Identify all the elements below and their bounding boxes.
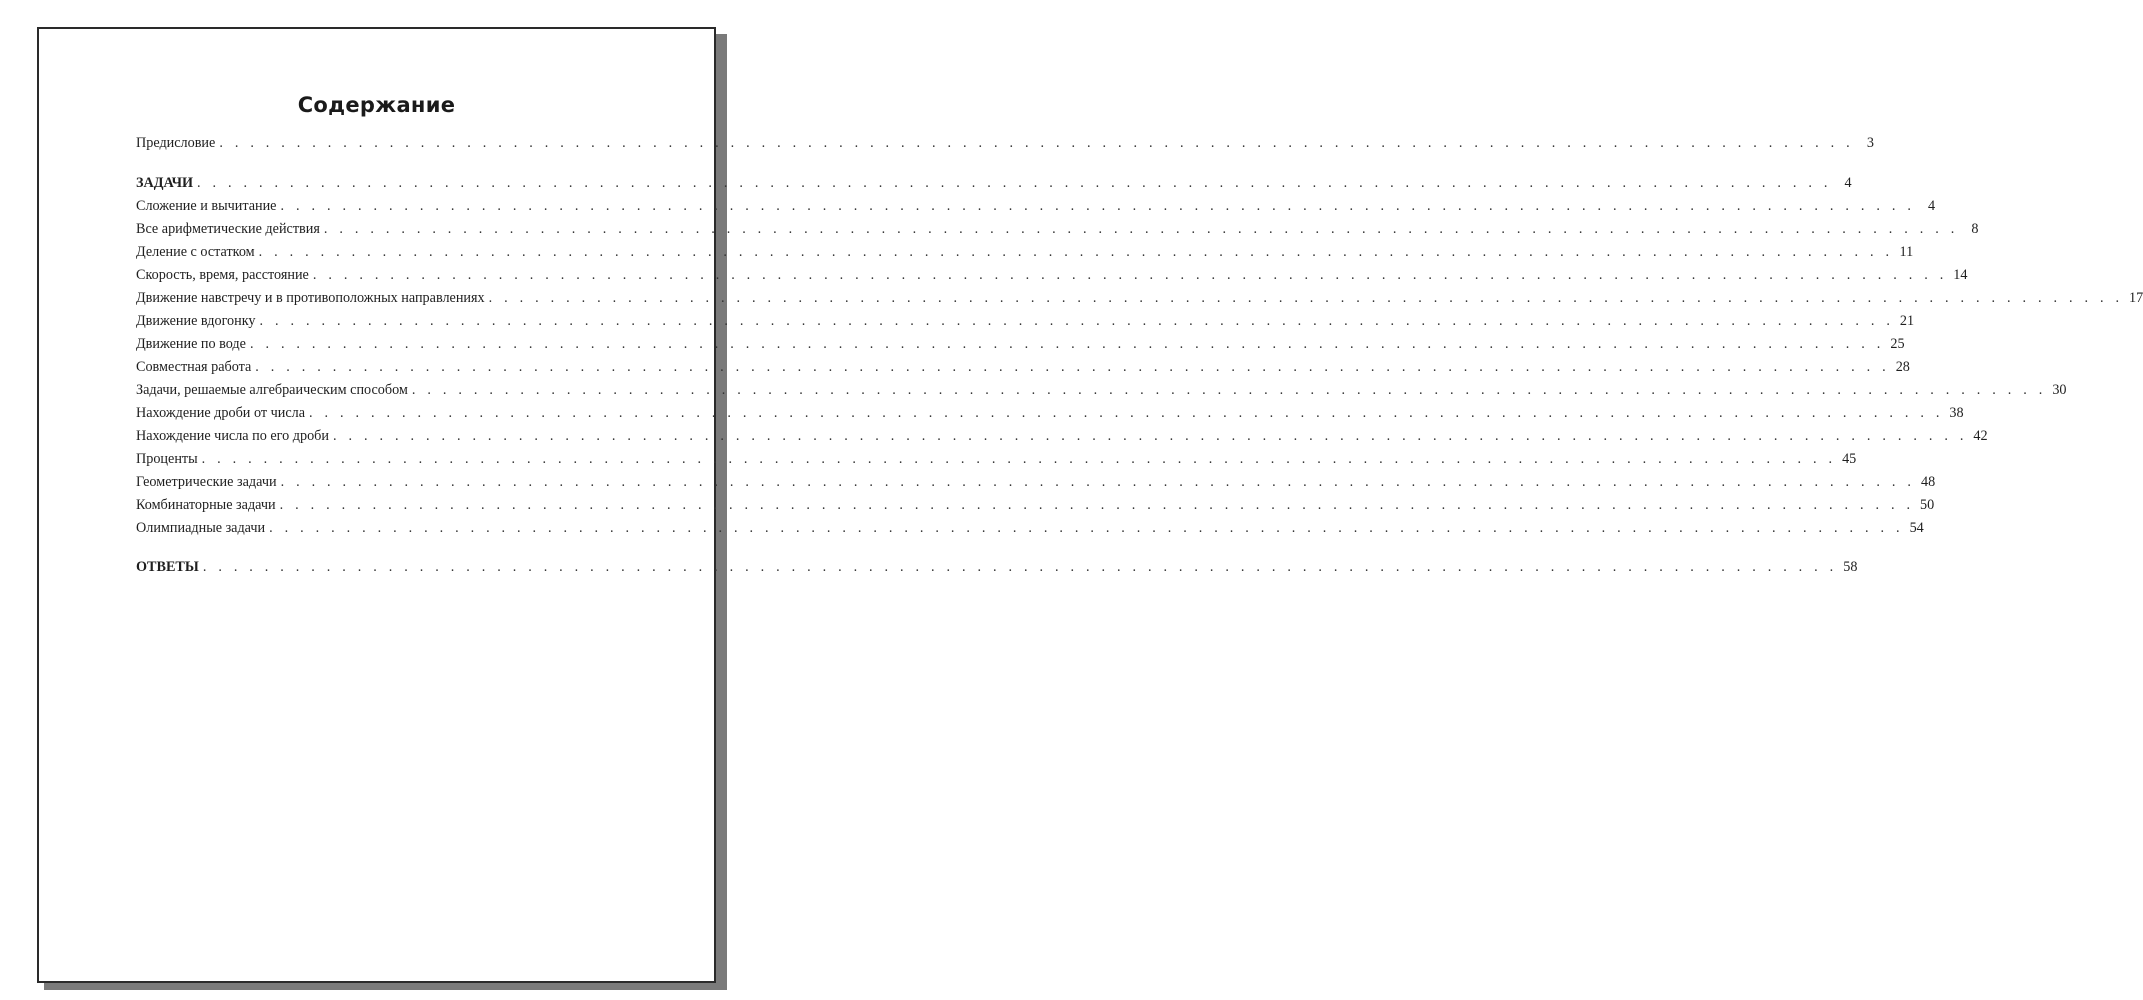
toc-entry xyxy=(136,382,2067,402)
toc-entry xyxy=(136,221,1979,241)
toc-entry xyxy=(136,497,1935,517)
toc-leader-dots: . . . . . . . . . . . . . . . . . . . . . . . . . . . . . . . . . . . . . . . . . . . . . . . . . . . . . . . . . . . . . . . . . . . . . . . . . . . . . . . . . . . . . . . . . . . . . . . . . . . . . . . . . . xyxy=(258,244,1894,260)
toc-entry xyxy=(136,336,1905,356)
toc-entry-label: Геометрические задачи xyxy=(136,474,277,490)
toc-entry-label: Задачи, решаемые алгебраическим способом xyxy=(136,382,408,398)
toc-leader-dots: . . . . . . . . . . . . . . . . . . . . . . . . . . . . . . . . . . . . . . . . . . . . . . . . . . . . . . . . . . . . . . . . . . . . . . . . . . . . . . . . . . . . . . . . . . . . . . . . . . . . . . . . . . xyxy=(202,559,1838,575)
toc-page-number: 17 xyxy=(2129,290,2143,306)
toc-leader-dots: . . . . . . . . . . . . . . . . . . . . . . . . . . . . . . . . . . . . . . . . . . . . . . . . . . . . . . . . . . . . . . . . . . . . . . . . . . . . . . . . . . . . . . . . . . . . . . . . . . . . . . . . . . xyxy=(259,313,1895,329)
toc-entry-label: Движение навстречу и в противоположных направлениях xyxy=(136,290,485,306)
toc-page-number: 4 xyxy=(1844,175,1852,191)
toc-entry-preface xyxy=(136,135,1874,155)
page-title: Содержание xyxy=(297,93,456,117)
toc-entry-label: Сложение и вычитание xyxy=(136,198,277,214)
toc-leader-dots: . . . . . . . . . . . . . . . . . . . . . . . . . . . . . . . . . . . . . . . . . . . . . . . . . . . . . . . . . . . . . . . . . . . . . . . . . . . . . . . . . . . . . . . . . . . . . . . . . . . . . . . . . . xyxy=(323,221,1959,237)
toc-entry-label: Нахождение дроби от числа xyxy=(136,405,306,421)
toc-entry-label: ЗАДАЧИ xyxy=(136,175,194,191)
toc-entry xyxy=(136,290,2143,310)
toc-leader-dots: . . . . . . . . . . . . . . . . . . . . . . . . . . . . . . . . . . . . . . . . . . . . . . . . . . . . . . . . . . . . . . . . . . . . . . . . . . . . . . . . . . . . . . . . . . . . . . . . . . . . . . . . . . xyxy=(269,520,1904,536)
toc-entry xyxy=(136,451,1857,471)
toc-entry-label: Все арифметические действия xyxy=(136,221,320,237)
toc-leader-dots: . . . . . . . . . . . . . . . . . . . . . . . . . . . . . . . . . . . . . . . . . . . . . . . . . . . . . . . . . . . . . . . . . . . . . . . . . . . . . . . . . . . . . . . . . . . . . . . . . . . . . . . . . . xyxy=(255,359,1890,375)
toc-entry xyxy=(136,198,1936,218)
toc-leader-dots: . . . . . . . . . . . . . . . . . . . . . . . . . . . . . . . . . . . . . . . . . . . . . . . . . . . . . . . . . . . . . . . . . . . . . . . . . . . . . . . . . . . . . . . . . . . . . . . . . . . . . . . . . . xyxy=(312,267,1948,283)
toc-entry-label: Проценты xyxy=(136,451,198,467)
toc-page-number: 48 xyxy=(1920,474,1936,490)
toc-entry xyxy=(136,405,1964,425)
document-page xyxy=(37,27,2143,983)
toc-entry-label: ОТВЕТЫ xyxy=(136,559,199,575)
toc-leader-dots: . . . . . . . . . . . . . . . . . . . . . . . . . . . . . . . . . . . . . . . . . . . . . . . . . . . . . . . . . . . . . . . . . . . . . . . . . . . . . . . . . . . . . . . . . . . . . . . . . . . . . . . . . . xyxy=(279,497,1915,513)
toc-page-number: 30 xyxy=(2052,382,2067,398)
toc-entry-label: Олимпиадные задачи xyxy=(136,520,266,536)
toc-entry xyxy=(136,359,1910,379)
toc-leader-dots: . . . . . . . . . . . . . . . . . . . . . . . . . . . . . . . . . . . . . . . . . . . . . . . . . . . . . . . . . . . . . . . . . . . . . . . . . . . . . . . . . . . . . . . . . . . . . . . . . . . . . . . . . . xyxy=(197,175,1832,191)
toc-page-number: 45 xyxy=(1842,451,1857,467)
toc-page-number: 14 xyxy=(1953,267,1968,283)
toc-leader-dots: . . . . . . . . . . . . . . . . . . . . . . . . . . . . . . . . . . . . . . . . . . . . . . . . . . . . . . . . . . . . . . . . . . . . . . . . . . . . . . . . . . . . . . . . . . . . . . . . . . . . . . . . . . xyxy=(249,336,1885,352)
toc-page-number: 4 xyxy=(1927,198,1936,214)
toc-entry xyxy=(136,267,1968,287)
toc-page-number: 58 xyxy=(1843,559,1858,575)
toc-entry-label: Деление с остатком xyxy=(136,244,255,260)
toc-leader-dots: . . . . . . . . . . . . . . . . . . . . . . . . . . . . . . . . . . . . . . . . . . . . . . . . . . . . . . . . . . . . . . . . . . . . . . . . . . . . . . . . . . . . . . . . . . . . . . . . . . . . . . . . . . xyxy=(488,290,2124,306)
toc-leader-dots: . . . . . . . . . . . . . . . . . . . . . . . . . . . . . . . . . . . . . . . . . . . . . . . . . . . . . . . . . . . . . . . . . . . . . . . . . . . . . . . . . . . . . . . . . . . . . . . . . . . . . . . . . . xyxy=(309,405,1944,421)
toc-entry xyxy=(136,520,1924,540)
toc-entry-label: Комбинаторные задачи xyxy=(136,497,276,513)
toc-entry-label: Движение по воде xyxy=(136,336,246,352)
toc-page-number: 25 xyxy=(1890,336,1905,352)
toc-page-number: 50 xyxy=(1920,497,1935,513)
toc-entry-label: Предисловие xyxy=(136,135,216,151)
toc-entry xyxy=(136,428,1988,448)
toc-entry xyxy=(136,474,1936,494)
toc-entry xyxy=(136,313,1915,333)
toc-page-number: 8 xyxy=(1971,221,1979,237)
toc-entry-problems xyxy=(136,175,1852,195)
toc-leader-dots: . . . . . . . . . . . . . . . . . . . . . . . . . . . . . . . . . . . . . . . . . . . . . . . . . . . . . . . . . . . . . . . . . . . . . . . . . . . . . . . . . . . . . . . . . . . . . . . . . . . . . . . . . . xyxy=(280,474,1916,490)
toc-leader-dots: . . . . . . . . . . . . . . . . . . . . . . . . . . . . . . . . . . . . . . . . . . . . . . . . . . . . . . . . . . . . . . . . . . . . . . . . . . . . . . . . . . . . . . . . . . . . . . . . . . . . . . . . . . xyxy=(201,451,1837,467)
toc-page-number: 54 xyxy=(1909,520,1924,536)
toc-leader-dots: . . . . . . . . . . . . . . . . . . . . . . . . . . . . . . . . . . . . . . . . . . . . . . . . . . . . . . . . . . . . . . . . . . . . . . . . . . . . . . . . . . . . . . . . . . . . . . . . . . . . . . . . . . xyxy=(333,428,1968,444)
toc-page-number: 11 xyxy=(1899,244,1914,260)
toc-leader-dots: . . . . . . . . . . . . . . . . . . . . . . . . . . . . . . . . . . . . . . . . . . . . . . . . . . . . . . . . . . . . . . . . . . . . . . . . . . . . . . . . . . . . . . . . . . . . . . . . . . . . . . . . . . xyxy=(219,135,1854,151)
toc-page-number: 21 xyxy=(1899,313,1915,329)
toc-page-number: 42 xyxy=(1973,428,1988,444)
toc-page-number: 28 xyxy=(1895,359,1910,375)
toc-leader-dots: . . . . . . . . . . . . . . . . . . . . . . . . . . . . . . . . . . . . . . . . . . . . . . . . . . . . . . . . . . . . . . . . . . . . . . . . . . . . . . . . . . . . . . . . . . . . . . . . . . . . . . . . . . xyxy=(411,382,2047,398)
toc-entry-label: Нахождение числа по его дроби xyxy=(136,428,329,444)
toc-entry-label: Движение вдогонку xyxy=(136,313,256,329)
toc-entry-answers xyxy=(136,559,1858,579)
toc-entry-label: Совместная работа xyxy=(136,359,252,375)
toc-page-number: 38 xyxy=(1949,405,1964,421)
toc-page-number: 3 xyxy=(1866,135,1874,151)
toc-entry-label: Скорость, время, расстояние xyxy=(136,267,309,283)
toc-entry xyxy=(136,244,1914,264)
toc-leader-dots: . . . . . . . . . . . . . . . . . . . . . . . . . . . . . . . . . . . . . . . . . . . . . . . . . . . . . . . . . . . . . . . . . . . . . . . . . . . . . . . . . . . . . . . . . . . . . . . . . . . . . . . . . . xyxy=(280,198,1916,214)
